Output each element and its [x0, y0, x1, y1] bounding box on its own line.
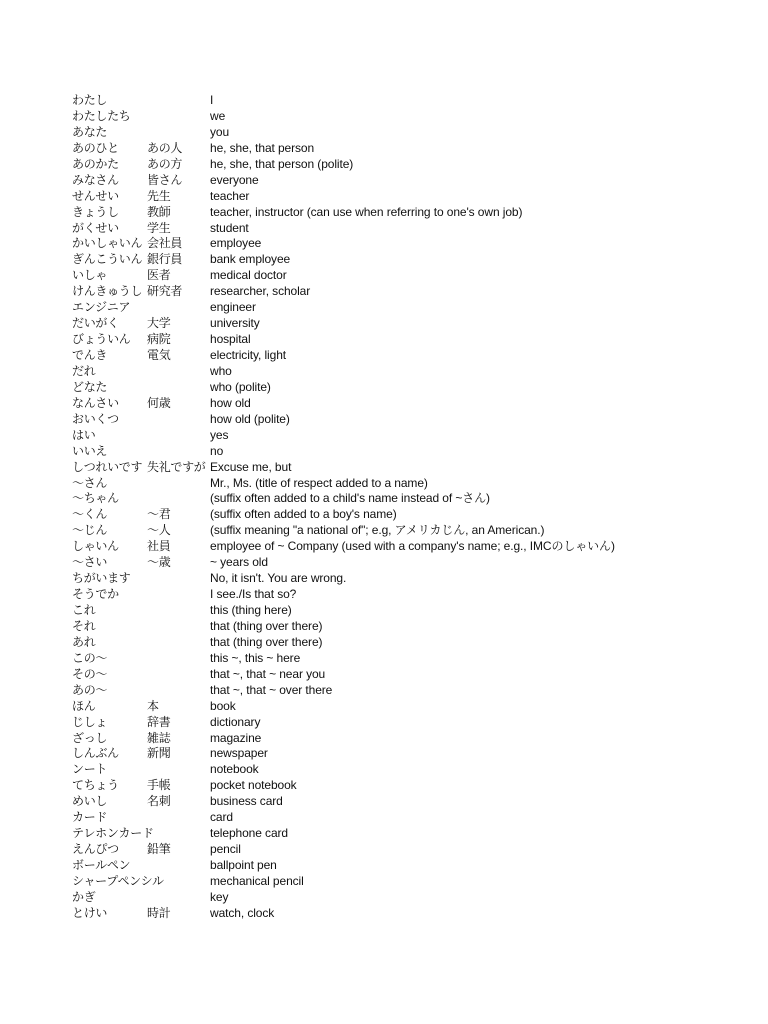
- kanji-writing: 名刺: [147, 794, 171, 809]
- vocab-row: [72, 762, 732, 778]
- vocab-row: [72, 874, 732, 890]
- english-meaning: Excuse me, but: [210, 459, 292, 474]
- kana-reading: ～さん: [72, 475, 108, 490]
- english-meaning: how old: [210, 395, 251, 410]
- vocab-row: [72, 571, 732, 587]
- kanji-writing: 皆さん: [147, 172, 183, 187]
- kana-reading: ぎんこういん: [72, 252, 143, 267]
- kana-reading: その～: [72, 666, 108, 681]
- english-meaning: that (thing over there): [210, 618, 323, 633]
- kana-reading: しゃいん: [72, 539, 119, 554]
- kana-reading: かぎ: [72, 889, 96, 904]
- kanji-writing: 新聞: [147, 746, 171, 761]
- kana-reading: どなた: [72, 379, 108, 394]
- english-meaning: electricity, light: [210, 348, 287, 362]
- vocab-row: [72, 221, 732, 237]
- kanji-writing: 時計: [147, 905, 171, 920]
- kanji-writing: 電気: [147, 348, 171, 362]
- english-meaning: university: [210, 316, 260, 331]
- kana-reading: しつれいです: [72, 459, 143, 474]
- kana-reading: わたし: [72, 93, 108, 107]
- vocab-row: [72, 906, 732, 922]
- vocab-row: [72, 619, 732, 635]
- kana-reading: この～: [72, 650, 108, 665]
- kana-reading: しんぶん: [72, 746, 119, 761]
- vocab-row: [72, 555, 732, 571]
- kana-reading: びょういん: [72, 332, 131, 347]
- vocab-row: [72, 731, 732, 747]
- english-meaning: teacher: [210, 188, 250, 203]
- vocab-row: [72, 667, 732, 683]
- kana-reading: あの～: [72, 682, 108, 697]
- kanji-writing: 先生: [147, 188, 171, 203]
- vocab-row: [72, 699, 732, 715]
- kanji-writing: 手帳: [147, 778, 171, 793]
- kana-reading: でんき: [72, 348, 108, 362]
- english-meaning: we: [210, 108, 226, 123]
- vocab-row: [72, 507, 732, 523]
- english-meaning: he, she, that person (polite): [210, 156, 354, 171]
- kanji-writing: ～君: [147, 507, 171, 522]
- english-meaning: Mr., Ms. (title of respect added to a name): [210, 475, 428, 490]
- kanji-writing: 病院: [147, 332, 171, 347]
- vocab-row: [72, 284, 732, 300]
- english-meaning: that ~, that ~ near you: [210, 666, 326, 681]
- kana-reading: そうでか: [72, 587, 119, 602]
- vocab-row: [72, 316, 732, 332]
- english-meaning: employee of ~ Company (used with a company's name; e.g., IMCのしゃいん): [210, 539, 615, 554]
- vocab-row: [72, 842, 732, 858]
- vocab-row: [72, 683, 732, 699]
- vocab-row: [72, 476, 732, 492]
- english-meaning: pencil: [210, 842, 241, 857]
- english-meaning: (suffix often added to a child's name instead of ~さん): [210, 491, 490, 506]
- english-meaning: researcher, scholar: [210, 284, 311, 299]
- vocab-row: [72, 364, 732, 380]
- english-meaning: newspaper: [210, 746, 268, 761]
- kana-reading: ～くん: [72, 507, 108, 522]
- kana-reading: おいくつ: [72, 411, 119, 426]
- vocab-row: [72, 412, 732, 428]
- english-meaning: business card: [210, 794, 283, 809]
- english-meaning: (suffix meaning "a national of"; e.g, アメリカじん, an American.): [210, 523, 545, 538]
- kana-reading: めいし: [72, 794, 108, 809]
- kana-reading: ほん: [72, 698, 96, 713]
- english-meaning: who (polite): [210, 379, 271, 394]
- kana-reading: ボールペン: [72, 858, 131, 872]
- vocab-row: [72, 93, 732, 109]
- english-meaning: ballpoint pen: [210, 858, 277, 872]
- kana-reading: かいしゃいん: [72, 236, 143, 251]
- kana-reading: けんきゅうし: [72, 284, 143, 299]
- english-meaning: you: [210, 124, 230, 139]
- kanji-writing: ～人: [147, 523, 171, 538]
- vocab-row: [72, 300, 732, 316]
- english-meaning: that ~, that ~ over there: [210, 682, 333, 697]
- english-meaning: magazine: [210, 730, 262, 745]
- kanji-writing: 鉛筆: [147, 842, 171, 857]
- kana-reading: ンート: [72, 762, 108, 777]
- vocab-row: [72, 236, 732, 252]
- kanji-writing: 辞書: [147, 714, 171, 729]
- kana-reading: てちょう: [72, 778, 119, 793]
- vocab-row: [72, 810, 732, 826]
- vocab-row: [72, 794, 732, 810]
- english-meaning: mechanical pencil: [210, 873, 304, 888]
- vocab-row: [72, 746, 732, 762]
- english-meaning: engineer: [210, 300, 256, 315]
- kana-reading: なんさい: [72, 395, 119, 410]
- kana-reading: ～ちゃん: [72, 491, 119, 506]
- vocab-row: [72, 444, 732, 460]
- kanji-writing: 本: [147, 698, 159, 713]
- vocab-row: [72, 380, 732, 396]
- kanji-writing: 医者: [147, 268, 171, 283]
- english-meaning: notebook: [210, 762, 259, 777]
- english-meaning: everyone: [210, 172, 259, 187]
- kana-reading: いしゃ: [72, 268, 108, 283]
- kana-reading: がくせい: [72, 220, 119, 235]
- kana-reading: だれ: [72, 363, 96, 378]
- vocab-row: [72, 635, 732, 651]
- vocab-row: [72, 858, 732, 874]
- vocab-row: [72, 252, 732, 268]
- kana-reading: わたしたち: [72, 108, 131, 123]
- kanji-writing: 社員: [147, 539, 171, 554]
- kanji-writing: 大学: [147, 316, 171, 331]
- vocab-row: [72, 332, 732, 348]
- vocab-row: [72, 268, 732, 284]
- kana-reading: テレホンカード: [72, 826, 154, 841]
- vocab-row: [72, 460, 732, 476]
- english-meaning: dictionary: [210, 714, 261, 729]
- kana-reading: きょうし: [72, 204, 119, 219]
- vocab-row: [72, 603, 732, 619]
- kanji-writing: ～歳: [147, 555, 171, 570]
- kana-reading: エンジニア: [72, 300, 131, 315]
- vocab-row: [72, 715, 732, 731]
- kanji-writing: あの方: [147, 156, 183, 171]
- vocab-row: [72, 157, 732, 173]
- english-meaning: student: [210, 220, 249, 235]
- english-meaning: hospital: [210, 332, 251, 347]
- vocab-row: [72, 109, 732, 125]
- english-meaning: key: [210, 889, 229, 904]
- vocab-row: [72, 587, 732, 603]
- kanji-writing: 雑誌: [147, 730, 171, 745]
- english-meaning: he, she, that person: [210, 140, 315, 155]
- vocab-row: [72, 523, 732, 539]
- kana-reading: あのひと: [72, 140, 119, 155]
- kana-reading: みなさん: [72, 172, 119, 187]
- kana-reading: だいがく: [72, 316, 119, 331]
- english-meaning: I: [210, 93, 214, 107]
- english-meaning: telephone card: [210, 826, 288, 841]
- vocab-row: [72, 651, 732, 667]
- english-meaning: teacher, instructor (can use when referring to one's own job): [210, 204, 523, 219]
- english-meaning: no: [210, 443, 224, 458]
- vocab-row: [72, 173, 732, 189]
- kanji-writing: あの人: [147, 140, 183, 155]
- kanji-writing: 研究者: [147, 284, 183, 299]
- vocab-row: [72, 205, 732, 221]
- kana-reading: えんぴつ: [72, 842, 119, 857]
- kana-reading: あれ: [72, 634, 96, 649]
- vocab-row: [72, 348, 732, 364]
- vocab-row: [72, 189, 732, 205]
- vocab-row: [72, 826, 732, 842]
- vocab-row: [72, 539, 732, 555]
- vocab-row: [72, 491, 732, 507]
- vocab-row: [72, 890, 732, 906]
- english-meaning: how old (polite): [210, 411, 290, 426]
- kanji-writing: 銀行員: [147, 252, 183, 267]
- kana-reading: ～じん: [72, 523, 108, 538]
- vocab-row: [72, 428, 732, 444]
- english-meaning: watch, clock: [210, 905, 275, 920]
- english-meaning: this ~, this ~ here: [210, 650, 301, 665]
- kanji-writing: 何歳: [147, 395, 171, 410]
- kana-reading: せんせい: [72, 188, 119, 203]
- english-meaning: employee: [210, 236, 262, 251]
- vocab-row: [72, 125, 732, 141]
- kana-reading: はい: [72, 427, 96, 442]
- english-meaning: I see./Is that so?: [210, 587, 297, 602]
- english-meaning: card: [210, 810, 233, 825]
- kana-reading: じしょ: [72, 714, 108, 729]
- kana-reading: カード: [72, 810, 108, 825]
- vocab-row: [72, 141, 732, 157]
- vocab-row: [72, 778, 732, 794]
- english-meaning: this (thing here): [210, 603, 292, 617]
- kana-reading: ～さい: [72, 555, 108, 570]
- vocabulary-list: [72, 93, 732, 922]
- kana-reading: これ: [72, 603, 96, 617]
- kanji-writing: 失礼ですが: [147, 459, 206, 474]
- english-meaning: who: [210, 363, 232, 378]
- english-meaning: pocket notebook: [210, 778, 297, 793]
- english-meaning: medical doctor: [210, 268, 287, 283]
- vocab-row: [72, 396, 732, 412]
- english-meaning: that (thing over there): [210, 634, 323, 649]
- kana-reading: ちがいます: [72, 571, 131, 586]
- english-meaning: book: [210, 698, 236, 713]
- kanji-writing: 教師: [147, 204, 171, 219]
- kanji-writing: 会社員: [147, 236, 183, 251]
- english-meaning: yes: [210, 427, 229, 442]
- kana-reading: あなた: [72, 124, 108, 139]
- english-meaning: ~ years old: [210, 555, 268, 570]
- kana-reading: シャープペンシル: [72, 873, 164, 888]
- english-meaning: (suffix often added to a boy's name): [210, 507, 397, 522]
- kana-reading: あのかた: [72, 156, 119, 171]
- english-meaning: bank employee: [210, 252, 291, 267]
- english-meaning: No, it isn't. You are wrong.: [210, 571, 347, 586]
- kana-reading: いいえ: [72, 443, 108, 458]
- kanji-writing: 学生: [147, 220, 171, 235]
- kana-reading: とけい: [72, 905, 108, 920]
- kana-reading: それ: [72, 618, 96, 633]
- kana-reading: ざっし: [72, 730, 108, 745]
